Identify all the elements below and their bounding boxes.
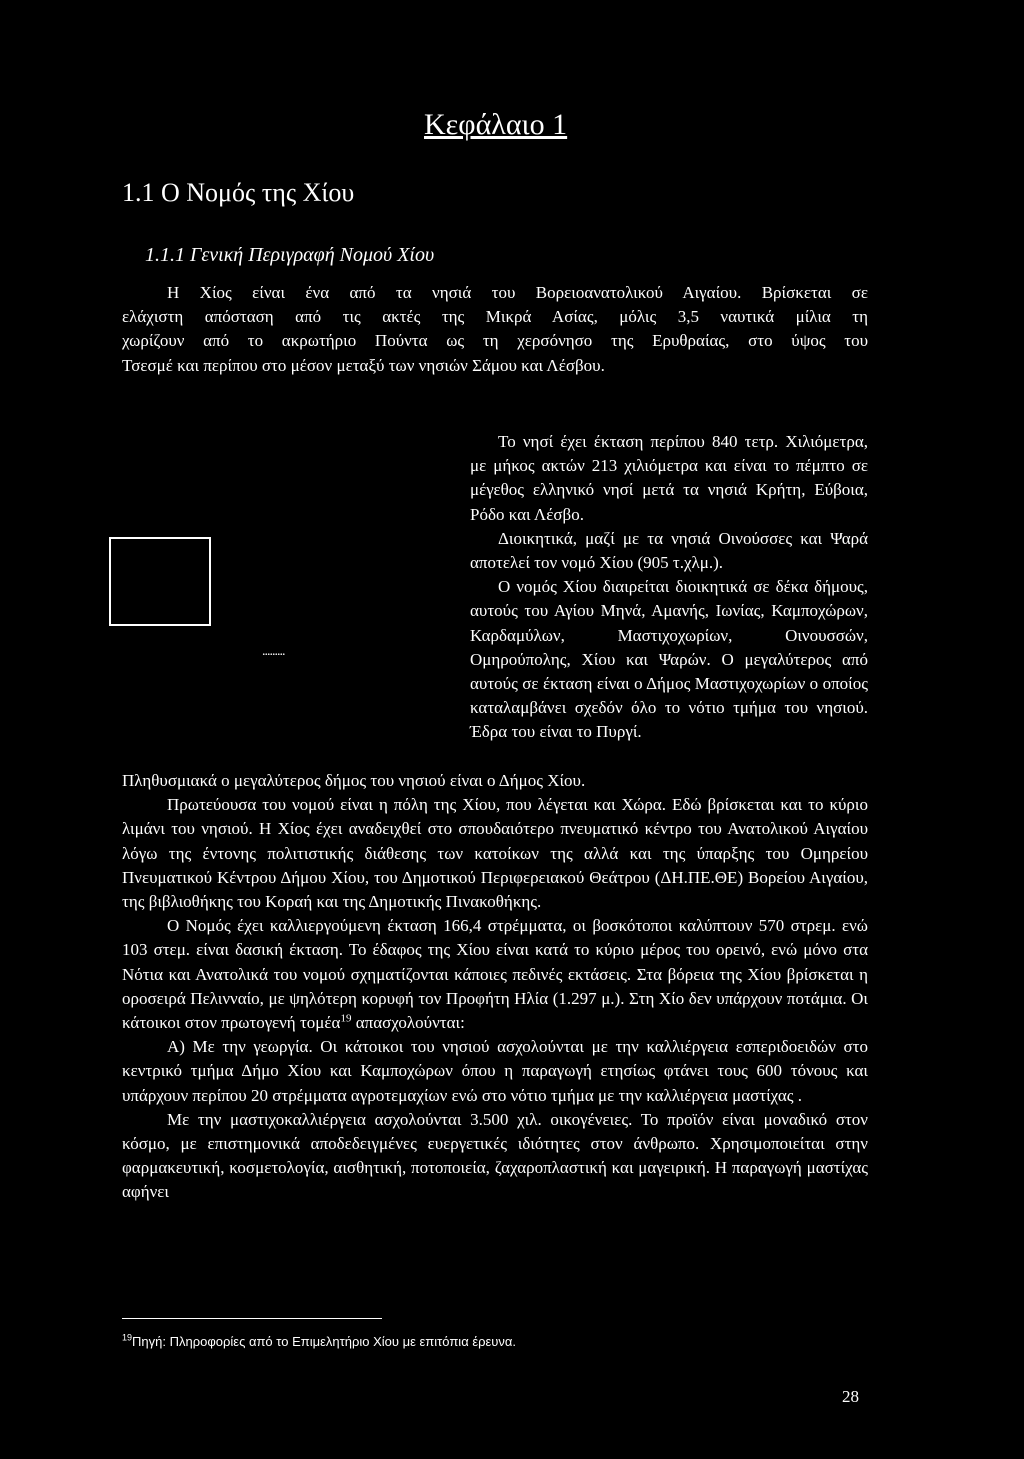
side-column — [470, 430, 868, 745]
footnote-reference[interactable]: 19 — [340, 1012, 352, 1025]
intro-line-2: ελάχιστη απόσταση από τις ακτές της Μικρά Ασίας, μόλις 3,5 ναυτικά μίλια τη — [122, 307, 868, 327]
intro-paragraph — [122, 281, 868, 378]
intro-line-1: Η Χίος είναι ένα από τα νησιά του Βορειοανατολικού Αιγαίου. Βρίσκεται σε — [167, 283, 868, 302]
body-text — [122, 769, 868, 1205]
footnote-number: 19 — [122, 1332, 133, 1343]
land-text: Ο Νομός έχει καλλιεργούμενη έκταση 166,4 στρέμματα, οι βοσκότοποι καλύπτουν 570 στρεμ. ενώ 103 στεμ. είναι δασική έκταση. Το έδαφος της Χίου είναι κατά το κύριο μέρος του ορεινό, ενώ μόνο στα Νότια και Ανατολικά του νομού σχηματίζονται κάποιες πεδινές εκτάσεις. Στα βόρεια της Χίου βρίσκεται η οροσειρά Πελινναίο, με ψηλότερη κορυφή τον Προφήτη Ηλία (1.297 μ.). Στη Χίο δεν υπάρχουν ποτάμια. Οι κάτοικοι στον πρωτογενή τομέα — [122, 916, 868, 1033]
side-paragraph-admin: Διοικητικά, μαζί με τα νησιά Οινούσσες και Ψαρά αποτελεί τον νομό Χίου (905 τ.χλμ.). — [470, 528, 868, 573]
dotted-leader: ......... — [262, 644, 285, 659]
side-paragraph-municipalities: Ο νομός Χίου διαιρείται διοικητικά σε δέκα δήμους, αυτούς του Αγίου Μηνά, Αμανής, Ιωνίας, Καμποχώρων, Καρδαμύλων, Μαστιχοχωρίων, Οινουσσών, Ομηρούπολης, Χίου και Ψαρών. Ο μεγαλύτερος από αυτούς σε έκταση είναι ο Δήμος Μαστιχοχωρίων ο οποίος καταλαμβάνει σχεδόν όλο το νότιο τμήμα του νησιού. Έδρα του είναι το Πυργί. — [470, 577, 868, 742]
section-title: 1.1 Ο Νομός της Χίου — [122, 178, 355, 207]
land-text-end: απασχολούνται: — [351, 1013, 465, 1033]
population-paragraph: Πληθυσμιακά ο μεγαλύτερος δήμος του νησιού είναι ο Δήμος Χίου. — [122, 771, 586, 790]
footnote-text: Πηγή: Πληροφορίες από το Επιμελητήριο Χίου με επιτόπια έρευνα. — [132, 1334, 517, 1349]
land-paragraph — [122, 914, 868, 1035]
intro-line-4: Τσεσμέ και περίπου στο μέσον μεταξύ των νησιών Σάμου και Λέσβου. — [122, 355, 605, 375]
footnote — [122, 1334, 516, 1349]
page-number: 28 — [842, 1387, 859, 1406]
footnote-separator — [122, 1318, 382, 1319]
intro-line-3: χωρίζουν από το ακρωτήριο Πούντα ως τη χερσόνησο της Ερυθραίας, στο ύψος του — [122, 331, 868, 351]
capital-paragraph: Πρωτεύουσα του νομού είναι η πόλη της Χίου, που λέγεται και Χώρα. Εδώ βρίσκεται και το κύριο λιμάνι του νησιού. Η Χίος έχει αναδειχθεί στο σπουδαιότερο πνευματικό κέντρο του Ανατολικού Αιγαίου λόγω της έντονης πολιτιστικής διάθεσης των κατοίκων της αλλά και της ύπαρξης του Ομηρείου Πνευματικού Κέντρου Δήμου Χίου, του Δημοτικού Περιφερειακού Θεάτρου (ΔΗ.ΠΕ.ΘΕ) Βορείου Αιγαίου, της βιβλιοθήκης του Κοραή και της Δημοτικής Πινακοθήκης. — [122, 795, 868, 912]
subsection-title: 1.1.1 Γενική Περιγραφή Νομού Χίου — [145, 244, 435, 266]
agriculture-paragraph: Α) Με την γεωργία. Οι κάτοικοι του νησιού ασχολούνται με την καλλιέργεια εσπεριδοειδών στο κεντρικό τμήμα Δήμο Χίου και Καμποχώρων όπου η παραγωγή ετησίως φτάνει τους 600 τόνους και υπάρχουν περίπου 20 στρέμματα αγροτεμαχίων ενώ στο νότιο τμήμα με την καλλιέργεια μαστίχας . — [122, 1037, 868, 1105]
mastic-paragraph: Με την μαστιχοκαλλιέργεια ασχολούνται 3.500 χιλ. οικογένειες. Το προϊόν είναι μοναδικό στον κόσμο, με επιστημονικά αποδεδειγμένες ευεργετικές ιδιότητες στον άνθρωπο. Χρησιμοποιείται στην φαρμακευτική, κοσμετολογία, αισθητική, ποτοποιεία, ζαχαροπλαστική και μαγειρική. Η παραγωγή μαστίχας αφήνει — [122, 1109, 868, 1202]
side-paragraph-area: Το νησί έχει έκταση περίπου 840 τετρ. Χιλιόμετρα, με μήκος ακτών 213 χιλιόμετρα και είναι το πέμπτο σε μέγεθος ελληνικό νησί μετά τα νησιά Κρήτη, Εύβοια, Ρόδο και Λέσβο. — [470, 432, 868, 524]
image-placeholder — [109, 537, 211, 626]
chapter-title: Κεφάλαιο 1 — [424, 108, 568, 141]
